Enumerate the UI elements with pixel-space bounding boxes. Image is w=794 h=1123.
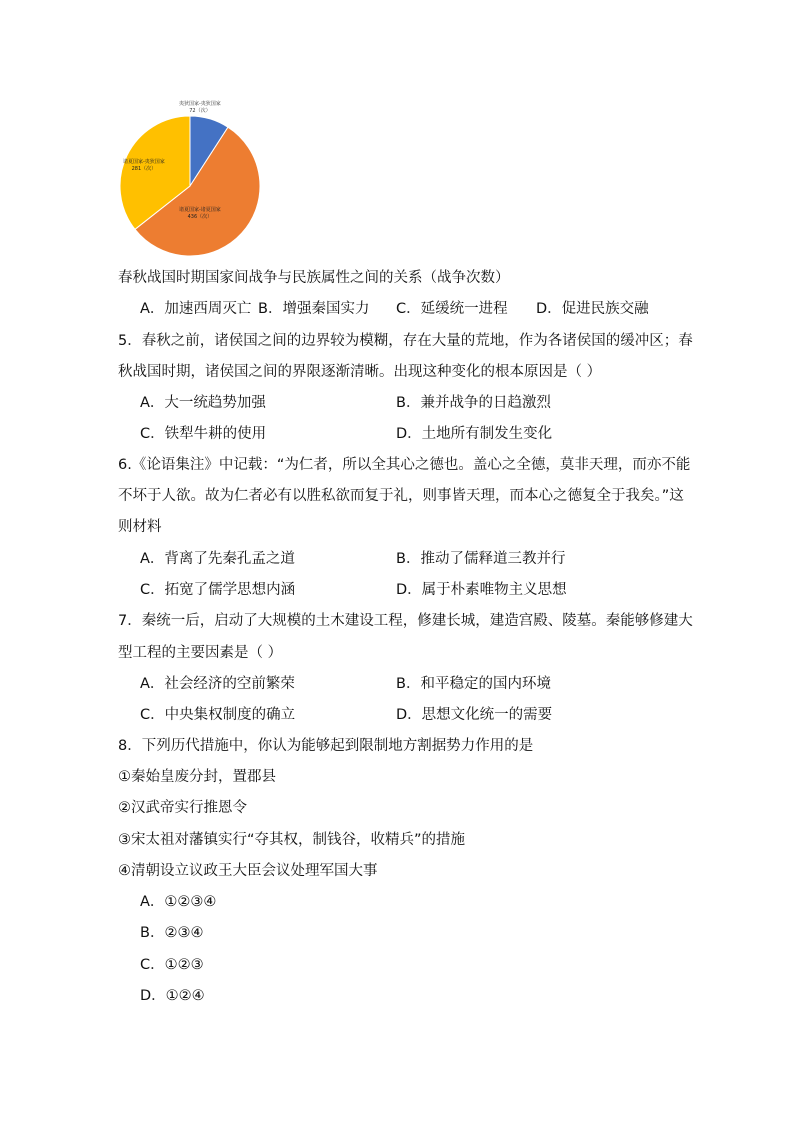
q4-option-b: B．增强秦国实力: [258, 301, 370, 317]
q8-option-c: C．①②③: [140, 957, 204, 973]
q6-option-d: D．属于朴素唯物主义思想: [396, 582, 567, 598]
q5-stem-line2: 秋战国时期，诸侯国之间的界限逐渐清晰。出现这种变化的根本原因是（ ）: [118, 364, 602, 380]
q8-stem: 8．下列历代措施中，你认为能够起到限制地方割据势力作用的是: [118, 738, 534, 754]
q8-option-b: B．②③④: [140, 925, 204, 941]
q8-option-a: A．①②③④: [140, 894, 217, 910]
q5-option-b: B．兼并战争的日趋激烈: [396, 395, 551, 411]
q7-stem-line1: 7．秦统一后，启动了大规模的土木建设工程，修建长城，建造宫殿、陵墓。秦能够修建大: [118, 613, 693, 629]
q5-option-a: A．大一统趋势加强: [140, 395, 266, 411]
q7-stem-line2: 型工程的主要因素是（ ）: [118, 645, 283, 661]
pie-chart-svg: [110, 95, 270, 265]
q7-option-b: B．和平稳定的国内环境: [396, 676, 551, 692]
q8-statement-3: ③宋太祖对藩镇实行“夺其权，制钱谷，收精兵”的措施: [118, 832, 466, 848]
q6-option-a: A．背离了先秦孔孟之道: [140, 551, 295, 567]
q7-option-d: D．思想文化统一的需要: [396, 707, 553, 723]
q8-statement-2: ②汉武帝实行推恩令: [118, 800, 247, 816]
pie-label-zhuxia-zhuxia: 诸夏国家-诸夏国家 436（次）: [179, 207, 221, 220]
q8-statement-1: ①秦始皇废分封，置郡县: [118, 769, 276, 785]
q4-option-c: C．延缓统一进程: [396, 301, 508, 317]
q5-option-d: D．土地所有制发生变化: [396, 426, 553, 442]
q6-option-b: B．推动了儒释道三教并行: [396, 551, 566, 567]
q6-stem-line2: 不坏于人欲。故为仁者必有以胜私欲而复于礼，则事皆天理，而本心之德复全于我矣。”这: [118, 488, 684, 504]
q5-stem-line1: 5．春秋之前，诸侯国之间的边界较为模糊，存在大量的荒地，作为各诸侯国的缓冲区；春: [118, 333, 693, 349]
pie-label-yidi-yidi: 夷狄国家-夷狄国家 72（次）: [179, 101, 221, 114]
chart-caption: 春秋战国时期国家间战争与民族属性之间的关系（战争次数）: [118, 270, 510, 286]
q7-option-c: C．中央集权制度的确立: [140, 707, 296, 723]
pie-chart: [110, 95, 270, 265]
q4-option-d: D．促进民族交融: [536, 301, 649, 317]
q5-option-c: C．铁犁牛耕的使用: [140, 426, 267, 442]
q7-option-a: A．社会经济的空前繁荣: [140, 676, 295, 692]
q8-statement-4: ④清朝设立议政王大臣会议处理军国大事: [118, 863, 378, 879]
q6-stem-line1: 6.《论语集注》中记载：“为仁者，所以全其心之德也。盖心之全德，莫非天理，而亦不能: [118, 457, 691, 473]
q8-option-d: D．①②④: [140, 988, 205, 1004]
pie-label-zhuxia-yidi: 诸夏国家-夷狄国家 281（次）: [123, 159, 165, 172]
q6-option-c: C．拓宽了儒学思想内涵: [140, 582, 296, 598]
q6-stem-line3: 则材料: [118, 519, 162, 535]
q4-option-a: A．加速西周灭亡: [140, 301, 252, 317]
